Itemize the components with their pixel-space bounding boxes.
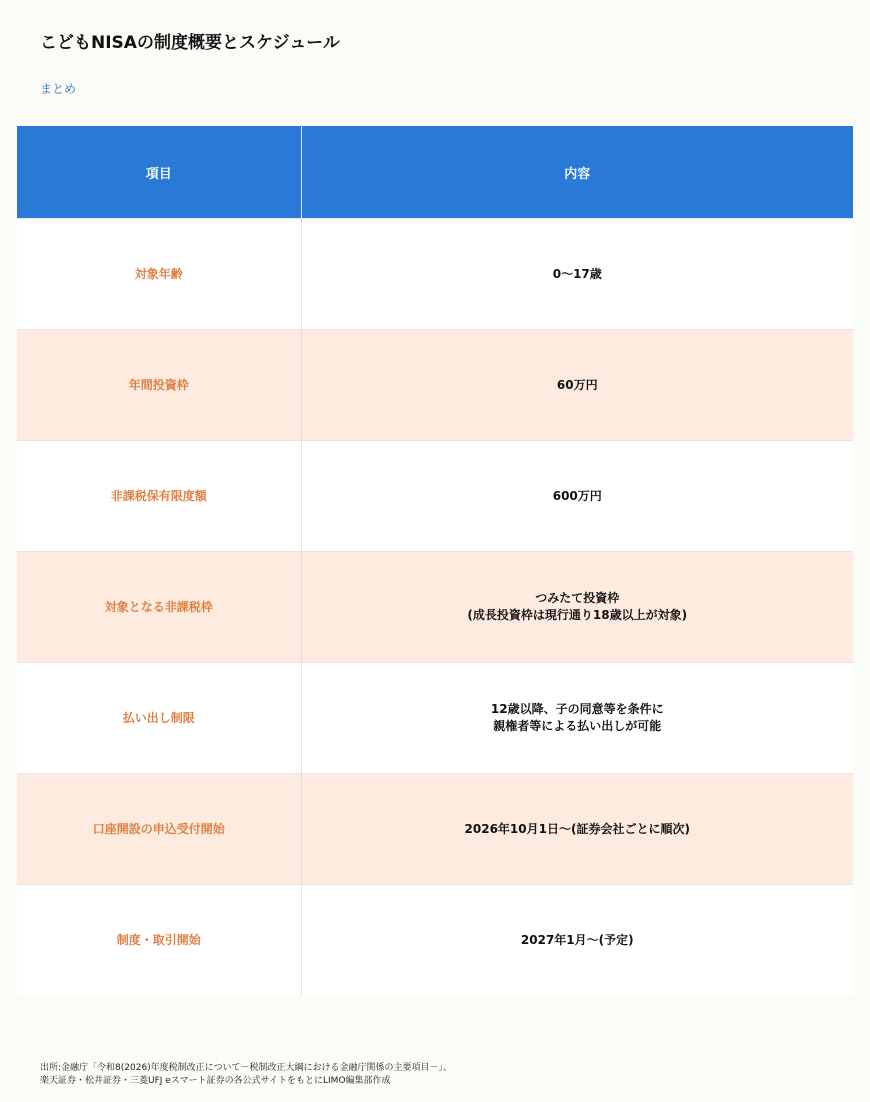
table-row xyxy=(17,885,853,996)
table-row xyxy=(17,774,853,885)
row-content xyxy=(301,219,853,330)
row-item-label: 対象となる非課税枠 xyxy=(17,552,301,663)
source-note xyxy=(40,1062,452,1088)
summary-link[interactable]: まとめ xyxy=(40,82,77,96)
row-content-line: つみたて投資枠 xyxy=(535,591,620,605)
row-content-line: 2026年10月1日〜(証券会社ごとに順次) xyxy=(464,821,690,836)
row-item-label: 年間投資枠 xyxy=(17,330,301,441)
row-content-line: 親権者等による払い出しが可能 xyxy=(493,719,662,733)
header-content: 内容 xyxy=(301,126,853,219)
row-content-line: 12歳以降、子の同意等を条件に xyxy=(490,702,664,716)
row-content xyxy=(301,330,853,441)
table-row xyxy=(17,441,853,552)
table-row xyxy=(17,552,853,663)
source-line: 楽天証券・松井証券・三菱UFJ eスマート証券の各公式サイトをもとにLIMO編集部作成 xyxy=(40,1076,391,1086)
page-title: こどもNISAの制度概要とスケジュール xyxy=(40,33,340,53)
table-row xyxy=(17,330,853,441)
row-content xyxy=(301,663,853,774)
row-item-label: 制度・取引開始 xyxy=(17,885,301,996)
row-content xyxy=(301,885,853,996)
header-item: 項目 xyxy=(17,126,301,219)
row-item-label: 対象年齢 xyxy=(17,219,301,330)
row-content xyxy=(301,441,853,552)
row-content-line: 0〜17歳 xyxy=(552,266,602,281)
table-row xyxy=(17,219,853,330)
row-item-label: 払い出し制限 xyxy=(17,663,301,774)
row-content-line: 60万円 xyxy=(556,377,598,392)
row-item-label: 口座開設の申込受付開始 xyxy=(17,774,301,885)
overview-table xyxy=(17,126,853,995)
table-header-row xyxy=(17,126,853,219)
source-line: 出所:金融庁「令和8(2026)年度税制改正について－税制改正大綱における金融庁関係の主要項目－」、 xyxy=(40,1063,453,1073)
row-item-label: 非課税保有限度額 xyxy=(17,441,301,552)
row-content-line: 2027年1月〜(予定) xyxy=(520,932,634,947)
row-content xyxy=(301,552,853,663)
table-row xyxy=(17,663,853,774)
row-content-line: (成長投資枠は現行通り18歳以上が対象) xyxy=(467,608,688,622)
row-content xyxy=(301,774,853,885)
row-content-line: 600万円 xyxy=(552,488,602,503)
